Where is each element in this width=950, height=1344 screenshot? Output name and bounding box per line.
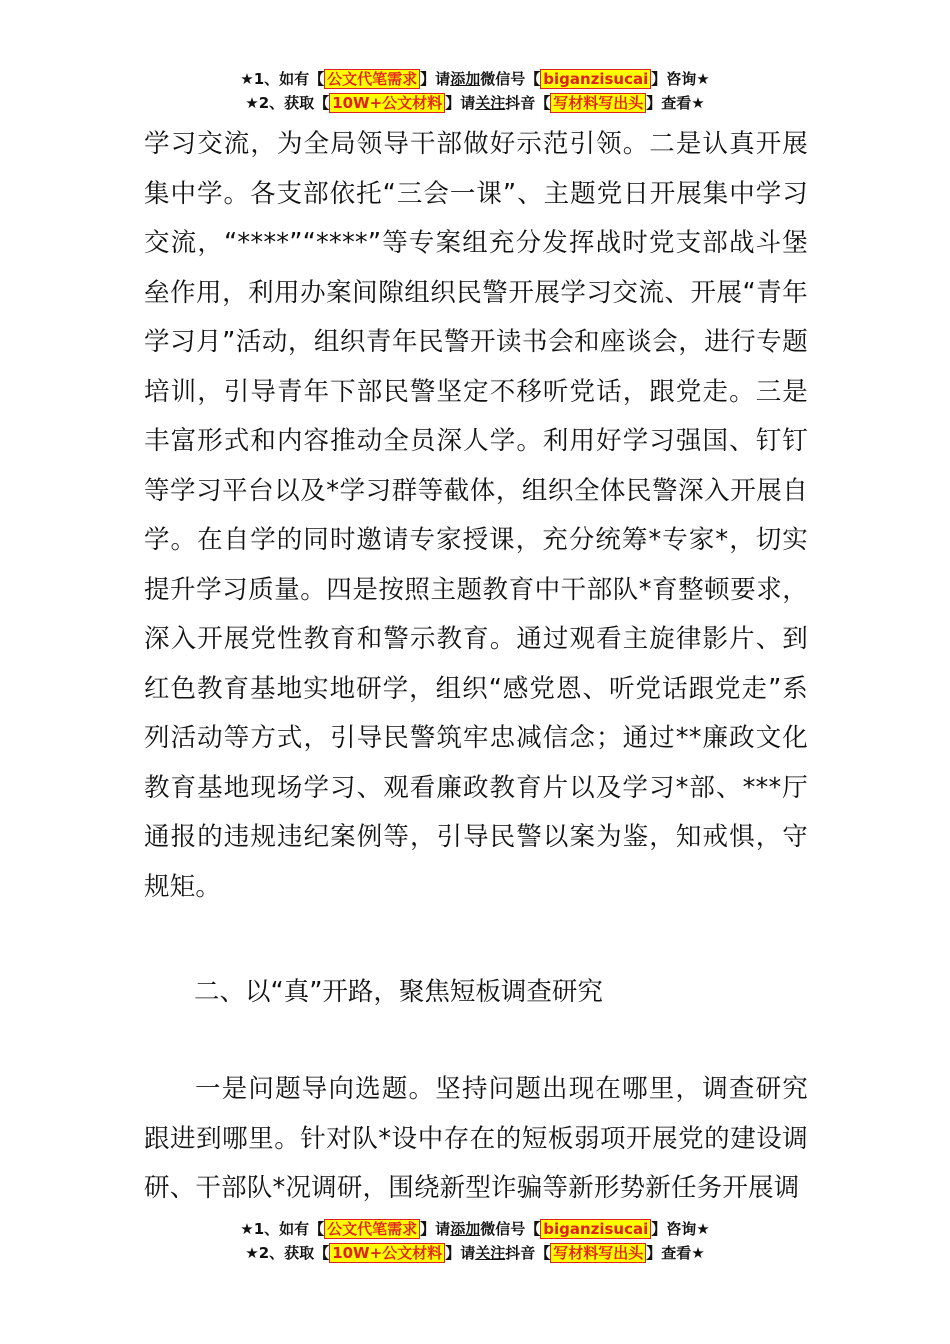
wechat-id-label: biganzisucai: [540, 1219, 651, 1239]
header-promo: [0, 68, 950, 116]
promo-text: 】请: [445, 94, 476, 112]
promo-emphasis: 关注: [475, 94, 506, 112]
promo-line-2: [0, 1242, 950, 1266]
promo-emphasis: 关注: [475, 1244, 506, 1262]
promo-text: 】查看★: [646, 1244, 705, 1262]
section-heading: 二、以“真”开路，聚焦短板调查研究: [194, 977, 603, 1007]
promo-text: 】咨询★: [651, 70, 710, 88]
highlight-label: 10W+公文材料: [329, 93, 445, 113]
promo-text: ★2、获取【: [245, 94, 330, 112]
promo-emphasis: 添加: [450, 1220, 481, 1238]
promo-text: 】请: [420, 70, 451, 88]
footer-promo: [0, 1218, 950, 1266]
promo-line-2: [0, 92, 950, 116]
promo-emphasis: 添加: [450, 70, 481, 88]
promo-text: 】咨询★: [651, 1220, 710, 1238]
body-paragraph-2: 一是问题导向选题。坚持问题出现在哪里，调查研究跟进到哪里。针对队*设中存在的短板弱项开展党的建设调研、干部队*况调研，围绕新型诈骗等新形势新任务开展调: [144, 1074, 808, 1203]
promo-line-1: [0, 1218, 950, 1242]
douyin-account-label: 写材料写出头: [550, 93, 646, 113]
body-paragraph-1: 学习交流，为全局领导干部做好示范引领。二是认真开展集中学。各支部依托“三会一课”、主题党日开展集中学习交流，“****”“****”等专案组充分发挥战时党支部战斗堡垒作用，利用办案间隙组织民警开展学习交流、开展“青年学习月”活动，组织青年民警开读书会和座谈会，进行专题培训，引导青年下部民警坚定不移听党话，跟党走。三是丰富形式和内容推动全员深人学。利用好学习强国、钉钉等学习平台以及*学习群等截体，组织全体民警深入开展自学。在自学的同时邀请专家授课，充分统筹*专家*，切实提升学习质量。四是按照主题教育中干部队*育整顿要求，深入开展党性教育和警示教育。通过观看主旋律影片、到红色教育基地实地研学，组织“感党恩、听党话跟党走”系列活动等方式，引导民警筑牢忠减信念；通过**廉政文化教育基地现场学习、观看廉政教育片以及学习*部、***厅通报的违规违纪案例等，引导民警以案为鉴，知戒惧，守规矩。: [144, 129, 808, 902]
douyin-account-label: 写材料写出头: [550, 1243, 646, 1263]
promo-text: 】查看★: [646, 94, 705, 112]
promo-text: ★1、如有【: [240, 1220, 325, 1238]
promo-text: 】请: [445, 1244, 476, 1262]
wechat-id-label: biganzisucai: [540, 69, 651, 89]
promo-line-1: [0, 68, 950, 92]
promo-text: 微信号【: [480, 1220, 541, 1238]
promo-text: 】请: [420, 1220, 451, 1238]
highlight-label: 10W+公文材料: [329, 1243, 445, 1263]
promo-text: 抖音【: [505, 94, 551, 112]
promo-text: ★2、获取【: [245, 1244, 330, 1262]
highlight-label: 公文代笔需求: [324, 69, 420, 89]
promo-text: ★1、如有【: [240, 70, 325, 88]
promo-text: 抖音【: [505, 1244, 551, 1262]
highlight-label: 公文代笔需求: [324, 1219, 420, 1239]
promo-text: 微信号【: [480, 70, 541, 88]
